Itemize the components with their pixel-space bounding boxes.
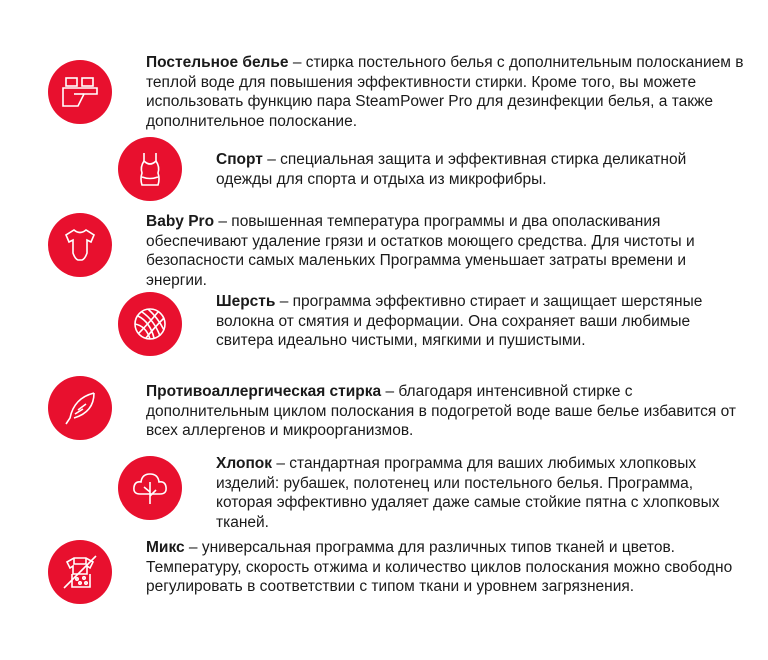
baby-pro-desc: – повышенная температура программы и два ополаскивания обеспечивают удаление грязи и остатков моющего средства. Для чистоты и безопасности самых маленьких Программа уменьшает затраты времени и энергии.: [146, 213, 695, 289]
baby-pro-circle: [48, 213, 112, 277]
wool-ball-icon: [130, 304, 170, 344]
mixed-fabrics-icon: [60, 552, 100, 592]
anti-allergy-text: [146, 382, 746, 441]
bed-linen-icon: [60, 72, 100, 112]
mix-title: Микс: [146, 539, 185, 556]
anti-allergy-title: Противоаллергическая стирка: [146, 383, 382, 400]
bed-linen-desc: – стирка постельного белья с дополнительным полосканием в теплой воде для повышения эффективности стирки. Кроме того, вы можете использовать функцию пара SteamPower Pro для дезинфекции белья, а также дополнительное полоскание.: [146, 54, 744, 130]
cotton-desc: – стандартная программа для ваших любимых хлопковых изделий: рубашек, полотенец или постельного белья. Программа, которая эффективно удаляет даже самые стойкие пятна с хлопковых тканей.: [216, 455, 720, 531]
bed-linen-text: [146, 53, 746, 131]
wool-title: Шерсть: [216, 293, 276, 310]
wool-desc: – программа эффективно стирает и защищает шерстяные волокна от смятия и деформации. Она сохраняет ваши любимые свитера идеально чистыми, мягкими и пушистыми.: [216, 293, 703, 349]
bed-linen-title: Постельное белье: [146, 54, 289, 71]
cotton-title: Хлопок: [216, 455, 273, 472]
anti-allergy-desc: – благодаря интенсивной стирке с дополнительным циклом полоскания в подогретой воде ваше белье избавится от всех аллергенов и микроорганизмов.: [146, 383, 736, 439]
sport-top-icon: [130, 149, 170, 189]
sport-desc: – специальная защита и эффективная стирка деликатной одежды для спорта и отдыха из микрофибры.: [216, 151, 687, 188]
wool-circle: [118, 292, 182, 356]
baby-pro-title: Baby Pro: [146, 213, 215, 230]
baby-bodysuit-icon: [60, 225, 100, 265]
mix-circle: [48, 540, 112, 604]
cotton-plant-icon: [130, 468, 170, 508]
cotton-circle: [118, 456, 182, 520]
mix-text: [146, 538, 736, 597]
sport-title: Спорт: [216, 151, 263, 168]
cotton-text: [216, 454, 736, 532]
bed-linen-circle: [48, 60, 112, 124]
sport-circle: [118, 137, 182, 201]
baby-pro-text: [146, 212, 746, 290]
mix-desc: – универсальная программа для различных типов тканей и цветов. Температуру, скорость отжима и количество циклов полоскания можно свободно регулировать в соответствии с типом ткани и уровнем загрязнения.: [146, 539, 733, 595]
feather-icon: [60, 388, 100, 428]
anti-allergy-circle: [48, 376, 112, 440]
wool-text: [216, 292, 726, 351]
sport-text: [216, 150, 716, 189]
